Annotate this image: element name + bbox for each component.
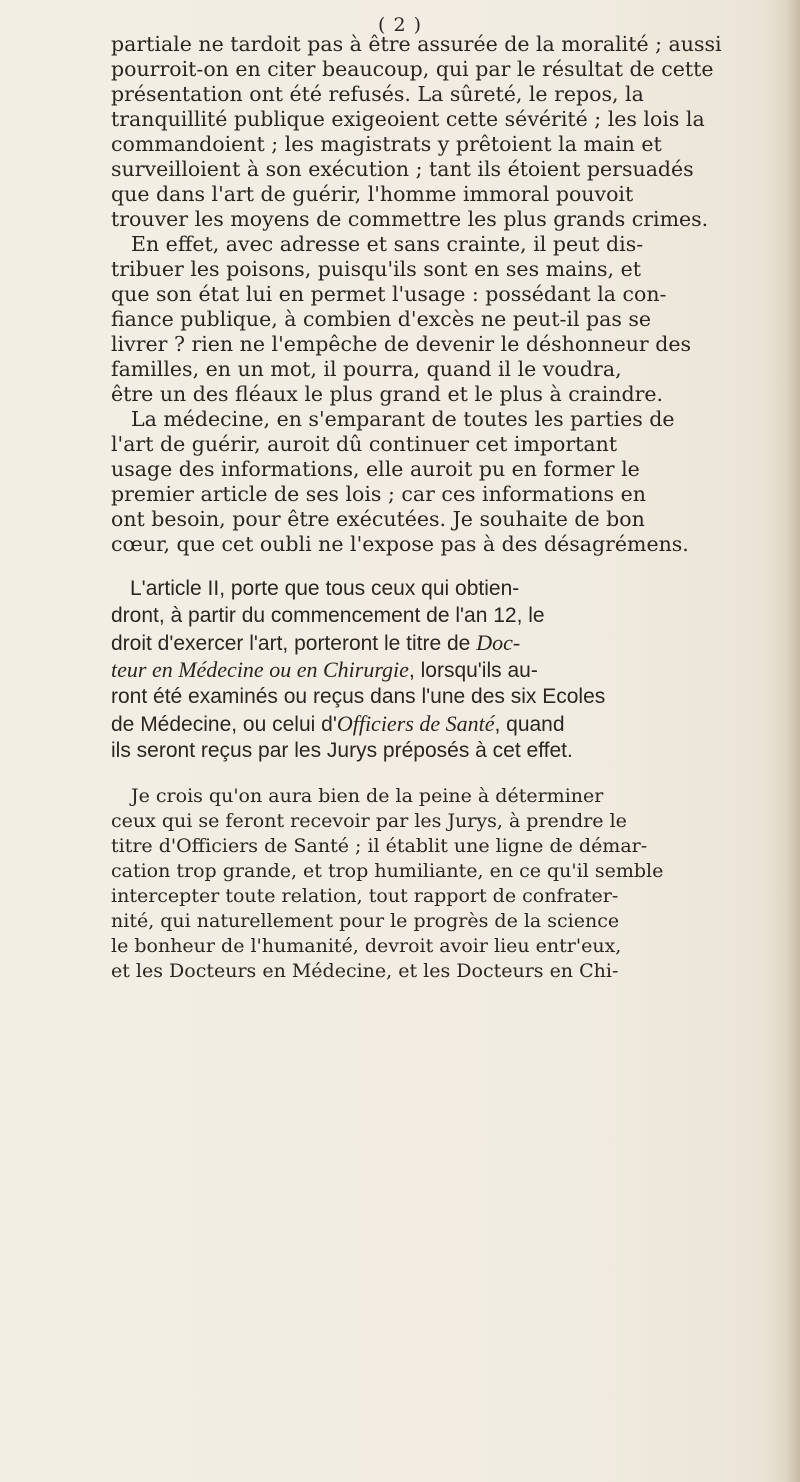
- text-line: usage des informations, elle auroit pu en former le: [111, 457, 640, 481]
- page-number: ( 2 ): [378, 14, 422, 36]
- text-line: que son état lui en permet l'usage : possédant la con-: [111, 282, 667, 306]
- text-line: de Médecine, ou celui d'Officiers de Santé, quand: [111, 711, 565, 736]
- text-line: ceux qui se feront recevoir par les Jurys, à prendre le: [111, 810, 627, 832]
- text-line: intercepter toute relation, tout rapport de confrater-: [111, 885, 619, 907]
- text-line: L'article II, porte que tous ceux qui obtien-: [130, 577, 520, 600]
- text-line: ils seront reçus par les Jurys préposés à cet effet.: [111, 739, 573, 762]
- text-line: titre d'Officiers de Santé ; il établit une ligne de démar-: [111, 835, 648, 857]
- text-line: ront été examinés ou reçus dans l'une des six Ecoles: [111, 685, 606, 708]
- text-line: cœur, que cet oubli ne l'expose pas à des désagrémens.: [111, 532, 689, 556]
- text-line: que dans l'art de guérir, l'homme immoral pouvoit: [111, 182, 634, 206]
- text-line: et les Docteurs en Médecine, et les Docteurs en Chi-: [111, 960, 619, 982]
- text-line: présentation ont été refusés. La sûreté, le repos, la: [111, 82, 644, 106]
- text-line: surveilloient à son exécution ; tant ils étoient persuadés: [111, 157, 694, 181]
- text-line: cation trop grande, et trop humiliante, en ce qu'il semble: [111, 860, 664, 882]
- text-line: pourroit-on en citer beaucoup, qui par le résultat de cette: [111, 57, 714, 81]
- text-line: trouver les moyens de commettre les plus grands crimes.: [111, 207, 709, 231]
- text-line: ont besoin, pour être exécutées. Je souhaite de bon: [111, 507, 645, 531]
- text-line: droit d'exercer l'art, porteront le titre de Doc-: [111, 630, 521, 655]
- text-line: nité, qui naturellement pour le progrès de la science: [111, 910, 620, 932]
- text-line: La médecine, en s'emparant de toutes les parties de: [131, 407, 675, 431]
- italic-text: Doc-: [476, 630, 521, 655]
- italic-text: Officiers de Santé: [336, 711, 495, 736]
- text-line: familles, en un mot, il pourra, quand il le voudra,: [111, 357, 622, 381]
- text-line: Je crois qu'on aura bien de la peine à déterminer: [131, 785, 604, 807]
- text-line: dront, à partir du commencement de l'an 12, le: [111, 604, 545, 627]
- text-line: l'art de guérir, auroit dû continuer cet important: [111, 432, 618, 456]
- text-line: premier article de ses lois ; car ces informations en: [111, 482, 646, 506]
- text-line: tranquillité publique exigeoient cette sévérité ; les lois la: [111, 107, 705, 131]
- text-line: être un des fléaux le plus grand et le plus à craindre.: [111, 382, 664, 406]
- text-line: fiance publique, à combien d'excès ne peut-il pas se: [111, 307, 652, 331]
- text-line: teur en Médecine ou en Chirurgie, lorsqu'ils au-: [111, 657, 538, 682]
- text-line: commandoient ; les magistrats y prêtoient la main et: [111, 132, 662, 156]
- text-line: partiale ne tardoit pas à être assurée de la moralité ; aussi: [111, 32, 722, 56]
- page-edge-shadow: [786, 0, 800, 1482]
- text-line: En effet, avec adresse et sans crainte, il peut dis-: [131, 232, 644, 256]
- text-line: livrer ? rien ne l'empêche de devenir le déshonneur des: [111, 332, 692, 356]
- text-line: tribuer les poisons, puisqu'ils sont en ses mains, et: [111, 257, 641, 281]
- italic-text: teur en Médecine ou en Chirurgie: [111, 657, 409, 682]
- text-line: le bonheur de l'humanité, devroit avoir lieu entr'eux,: [111, 935, 622, 957]
